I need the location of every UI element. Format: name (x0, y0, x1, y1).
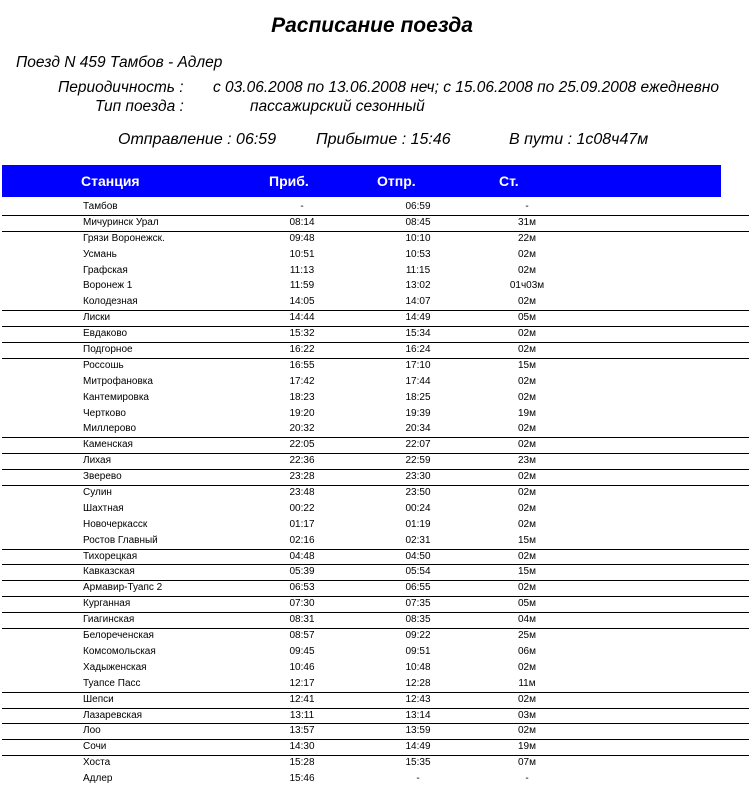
departure-cell: 14:07 (405, 296, 431, 308)
departure-cell: 13:59 (405, 725, 431, 737)
table-row (0, 215, 749, 231)
table-row (0, 501, 749, 517)
station-cell: Тамбов (83, 201, 118, 212)
station-cell: Митрофановка (83, 375, 153, 387)
arrival-cell: 12:17 (289, 677, 315, 689)
station-cell: Новочеркасск (83, 518, 148, 530)
arrival-cell: 10:51 (289, 248, 315, 260)
departure-cell: 22:07 (405, 439, 431, 451)
stop-cell: 02м (518, 264, 536, 276)
departure-cell: 15:34 (405, 328, 431, 340)
departure-cell: 08:45 (405, 216, 431, 228)
table-header (2, 165, 721, 197)
station-cell: Кавказская (83, 566, 135, 578)
arrival-cell: 08:14 (289, 216, 315, 228)
table-row (0, 771, 749, 787)
station-cell: Сочи (83, 741, 107, 753)
stop-cell: 01ч03м (509, 280, 545, 292)
stop-cell: 02м (518, 661, 536, 673)
table-row (0, 628, 749, 644)
table-row (0, 421, 749, 437)
train-type-label: Тип поезда : (95, 98, 184, 115)
table-row (0, 612, 749, 628)
arrival-cell: 06:53 (289, 582, 315, 594)
table-row (0, 199, 749, 215)
station-cell: Шепси (83, 693, 114, 705)
table-row (0, 564, 749, 580)
departure-cell: 00:24 (405, 502, 431, 514)
table-row (0, 310, 749, 326)
station-cell: Чертково (83, 407, 126, 419)
arrival-cell: 18:23 (289, 391, 315, 403)
stop-cell: 02м (518, 375, 536, 387)
train-type-value: пассажирский сезонный (250, 98, 425, 115)
departure-cell: 17:44 (405, 375, 431, 387)
departure-cell: 02:31 (405, 534, 431, 546)
arrival-cell: 09:45 (289, 645, 315, 657)
train-info: Поезд N 459 Тамбов - Адлер (16, 54, 223, 71)
table-row (0, 533, 749, 549)
departure-cell: 18:25 (405, 391, 431, 403)
stop-cell: 05м (518, 598, 536, 610)
stop-cell: 11м (518, 677, 536, 689)
departure-cell: 06:59 (405, 201, 431, 212)
table-row (0, 676, 749, 692)
station-cell: Усмань (83, 248, 117, 260)
table-row (0, 692, 749, 708)
arrival-cell: 16:22 (289, 344, 315, 356)
station-cell: Лоо (83, 725, 101, 737)
table-row (0, 453, 749, 469)
arrival-cell: 14:44 (289, 312, 315, 324)
stop-cell: 15м (518, 359, 536, 371)
table-row (0, 263, 749, 279)
table-row (0, 469, 749, 485)
departure-cell: - (416, 773, 420, 785)
stop-cell: - (525, 201, 529, 212)
stop-cell: 19м (518, 407, 536, 419)
arrival-cell: 15:46 (289, 773, 315, 785)
station-cell: Колодезная (83, 296, 138, 308)
station-cell: Евдаково (83, 328, 128, 340)
stop-cell: 02м (518, 296, 536, 308)
stop-cell: 06м (518, 645, 536, 657)
station-cell: Лиски (83, 312, 111, 324)
station-cell: Миллерово (83, 423, 137, 435)
departure-cell: 23:50 (405, 487, 431, 499)
stop-cell: 02м (518, 518, 536, 530)
stop-cell: 19м (518, 741, 536, 753)
table-row (0, 755, 749, 771)
arrival-cell: 08:31 (289, 614, 315, 626)
departure-cell: 10:48 (405, 661, 431, 673)
stop-cell: 02м (518, 725, 536, 737)
arrival-cell: 13:11 (289, 709, 315, 721)
stop-cell: 02м (518, 693, 536, 705)
arrival-cell: 15:32 (289, 328, 315, 340)
arrival-cell: 09:48 (289, 232, 315, 244)
station-cell: Сулин (83, 487, 112, 499)
station-cell: Белореченская (83, 630, 154, 642)
arrival-cell: 13:57 (289, 725, 315, 737)
arrival-cell: 07:30 (289, 598, 315, 610)
column-header-arrival: Приб. (269, 173, 309, 189)
station-cell: Россошь (83, 359, 124, 371)
stop-cell: 02м (518, 550, 536, 562)
table-row (0, 723, 749, 739)
table-row (0, 549, 749, 565)
departure-cell: 08:35 (405, 614, 431, 626)
stop-cell: 02м (518, 344, 536, 356)
stop-cell: 02м (518, 502, 536, 514)
table-row (0, 708, 749, 724)
station-cell: Армавир-Туапс 2 (83, 582, 163, 594)
station-cell: Грязи Воронежск. (83, 232, 165, 244)
arrival-cell: 12:41 (289, 693, 315, 705)
table-row (0, 231, 749, 247)
stop-cell: 02м (518, 391, 536, 403)
stop-cell: 22м (518, 232, 536, 244)
stop-cell: 15м (518, 534, 536, 546)
periodicity-label: Периодичность : (58, 79, 184, 96)
table-row (0, 517, 749, 533)
departure-cell: 15:35 (405, 757, 431, 769)
stop-cell: - (525, 773, 529, 785)
page-title: Расписание поезда (271, 14, 473, 37)
departure-cell: 17:10 (405, 359, 431, 371)
station-cell: Каменская (83, 439, 133, 451)
departure-cell: 07:35 (405, 598, 431, 610)
stop-cell: 02м (518, 328, 536, 340)
arrival-cell: 01:17 (289, 518, 315, 530)
arrival-cell: 23:28 (289, 471, 315, 483)
departure-cell: 22:59 (405, 455, 431, 467)
table-row (0, 739, 749, 755)
table-row (0, 390, 749, 406)
table-row (0, 596, 749, 612)
departure-cell: 04:50 (405, 550, 431, 562)
departure-cell: 16:24 (405, 344, 431, 356)
stop-cell: 02м (518, 471, 536, 483)
station-cell: Адлер (83, 773, 113, 785)
departure-cell: 06:55 (405, 582, 431, 594)
departure-cell: 13:02 (405, 280, 431, 292)
departure-cell: 10:10 (405, 232, 431, 244)
station-cell: Хоста (83, 757, 111, 769)
table-row (0, 644, 749, 660)
station-cell: Лихая (83, 455, 112, 467)
stop-cell: 02м (518, 487, 536, 499)
schedule-table (0, 199, 749, 787)
arrival-cell: 16:55 (289, 359, 315, 371)
station-cell: Хадыженская (83, 661, 147, 673)
departure-cell: 12:28 (405, 677, 431, 689)
table-row (0, 374, 749, 390)
arrival-cell: 11:13 (289, 264, 315, 276)
periodicity (58, 79, 719, 97)
stop-cell: 23м (518, 455, 536, 467)
table-row (0, 326, 749, 342)
station-cell: Воронеж 1 (83, 280, 133, 292)
station-cell: Комсомольская (83, 645, 156, 657)
departure-summary: Отправление : 06:59 (118, 131, 277, 148)
arrival-cell: 00:22 (289, 502, 315, 514)
table-row (0, 660, 749, 676)
table-row (0, 406, 749, 422)
column-header-departure: Отпр. (377, 173, 416, 189)
arrival-summary: Прибытие : 15:46 (316, 131, 451, 148)
stop-cell: 02м (518, 582, 536, 594)
arrival-cell: - (300, 201, 304, 212)
departure-cell: 09:51 (405, 645, 431, 657)
departure-cell: 01:19 (405, 518, 431, 530)
table-row (0, 580, 749, 596)
departure-cell: 12:43 (405, 693, 431, 705)
stop-cell: 31м (518, 216, 536, 228)
departure-cell: 05:54 (405, 566, 431, 578)
stop-cell: 15м (518, 566, 536, 578)
station-cell: Шахтная (83, 502, 124, 514)
table-row (0, 485, 749, 501)
arrival-cell: 11:59 (289, 280, 315, 292)
departure-cell: 14:49 (405, 741, 431, 753)
stop-cell: 07м (518, 757, 536, 769)
departure-cell: 19:39 (405, 407, 431, 419)
departure-cell: 11:15 (405, 264, 431, 276)
train-type (95, 98, 425, 116)
table-row (0, 278, 749, 294)
arrival-cell: 02:16 (289, 534, 315, 546)
arrival-cell: 10:46 (289, 661, 315, 673)
station-cell: Курганная (83, 598, 131, 610)
table-row (0, 247, 749, 263)
station-cell: Ростов Главный (83, 534, 158, 546)
travel-time-summary: В пути : 1с08ч47м (509, 131, 649, 148)
departure-cell: 10:53 (405, 248, 431, 260)
arrival-cell: 05:39 (289, 566, 315, 578)
stop-cell: 04м (518, 614, 536, 626)
arrival-cell: 19:20 (289, 407, 315, 419)
departure-cell: 14:49 (405, 312, 431, 324)
stop-cell: 02м (518, 423, 536, 435)
arrival-cell: 20:32 (289, 423, 315, 435)
arrival-cell: 15:28 (289, 757, 315, 769)
departure-cell: 09:22 (405, 630, 431, 642)
arrival-cell: 23:48 (289, 487, 315, 499)
arrival-cell: 22:05 (289, 439, 315, 451)
table-row (0, 437, 749, 453)
departure-cell: 23:30 (405, 471, 431, 483)
station-cell: Тихорецкая (83, 550, 138, 562)
arrival-cell: 04:48 (289, 550, 315, 562)
periodicity-value: с 03.06.2008 по 13.06.2008 неч; с 15.06.2008 по 25.09.2008 ежедневно (213, 79, 719, 96)
stop-cell: 03м (518, 709, 536, 721)
table-row (0, 342, 749, 358)
station-cell: Гиагинская (83, 614, 135, 626)
column-header-station: Станция (81, 173, 140, 189)
stop-cell: 02м (518, 439, 536, 451)
arrival-cell: 17:42 (289, 375, 315, 387)
stop-cell: 25м (518, 630, 536, 642)
departure-cell: 13:14 (405, 709, 431, 721)
station-cell: Графская (83, 264, 128, 276)
arrival-cell: 14:30 (289, 741, 315, 753)
station-cell: Туапсе Пасс (83, 677, 141, 689)
station-cell: Кантемировка (83, 391, 149, 403)
table-row (0, 358, 749, 374)
stop-cell: 02м (518, 248, 536, 260)
arrival-cell: 22:36 (289, 455, 315, 467)
station-cell: Подгорное (83, 344, 133, 356)
departure-cell: 20:34 (405, 423, 431, 435)
station-cell: Лазаревская (83, 709, 143, 721)
arrival-cell: 14:05 (289, 296, 315, 308)
column-header-stop: Ст. (499, 173, 519, 189)
arrival-cell: 08:57 (289, 630, 315, 642)
stop-cell: 05м (518, 312, 536, 324)
station-cell: Зверево (83, 471, 122, 483)
table-row (0, 294, 749, 310)
station-cell: Мичуринск Урал (83, 216, 159, 228)
